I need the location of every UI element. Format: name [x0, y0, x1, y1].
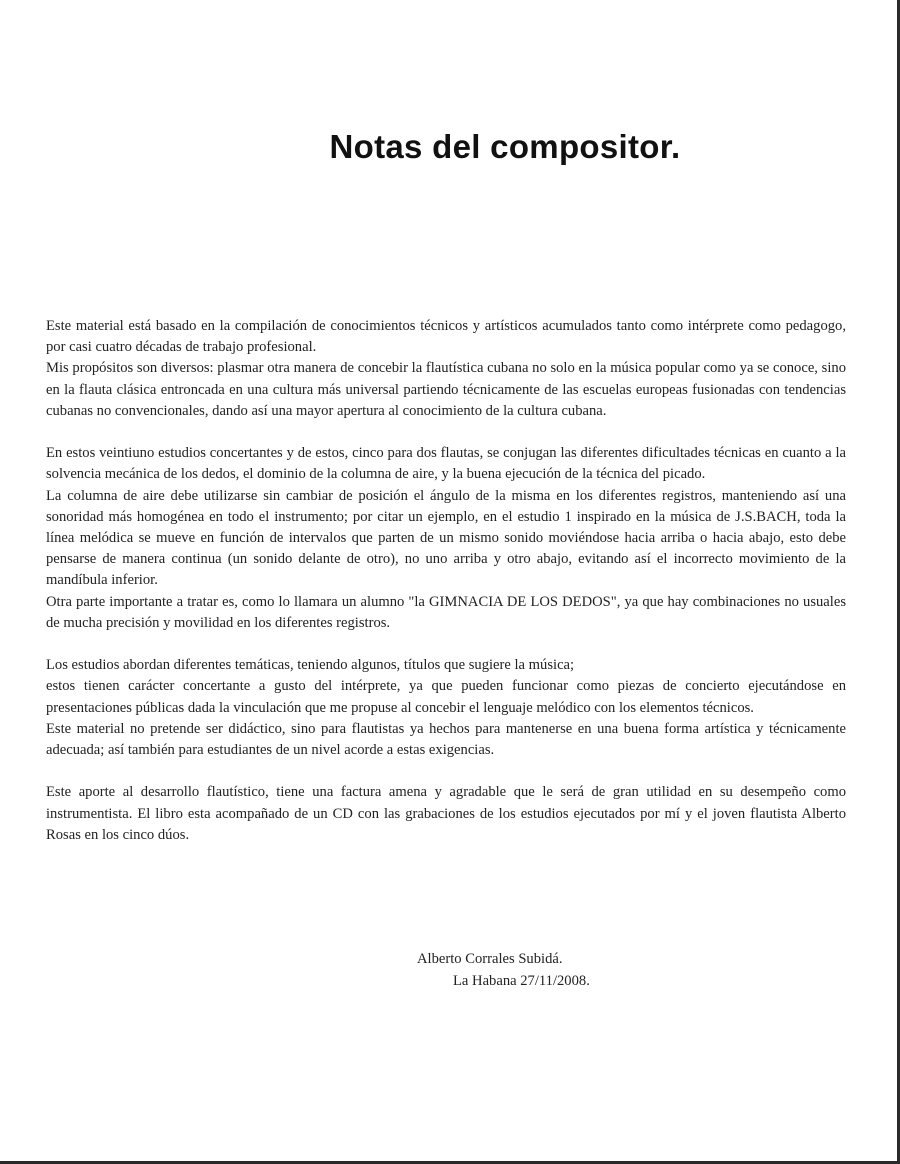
- paragraph: En estos veintiuno estudios concertantes y de estos, cinco para dos flautas, se conjugan las diferentes dificultades técnicas en cuanto a la solvencia mecánica de los dedos, el dominio de la columna de aire, y la buena ejecución de la técnica del picado.: [46, 445, 846, 483]
- paragraph: Otra parte importante a tratar es, como lo llamara un alumno "la GIMNACIA DE LOS DEDOS", ya que hay combinaciones no usuales de mucha precisión y movilidad en los diferentes registros.: [46, 593, 846, 631]
- paragraph: La columna de aire debe utilizarse sin cambiar de posición el ángulo de la misma en los diferentes registros, manteniendo así una sonoridad más homogénea en todo el instrumento; por citar un ejemplo, en el estudio 1 inspirado en la música de J.S.BACH, toda la línea melódica se mueve en función de intervalos que parten de un mismo sonido moviéndose hacia arriba o hacia abajo, esto debe pensarse de manera continua (un sonido delante de otro), no uno arriba y otro abajo, evitando así el incorrecto movimiento de la mandíbula inferior.: [46, 487, 846, 589]
- paragraph: Este material está basado en la compilación de conocimientos técnicos y artísticos acumulados tanto como intérprete como pedagogo, por casi cuatro décadas de trabajo profesional.: [46, 318, 846, 356]
- paragraph: Los estudios abordan diferentes temáticas, teniendo algunos, títulos que sugiere la música;: [46, 657, 575, 674]
- paragraph: Mis propósitos son diversos: plasmar otra manera de concebir la flautística cubana no solo en la música popular como ya se conoce, sino en la flauta clásica entroncada en una cultura más universal partiendo técnicamente de las escuelas europeas fusionadas con tendencias cubanas no convencionales, dando así una mayor apertura al conocimiento de la cultura cubana.: [46, 360, 846, 419]
- signature-block: [417, 949, 590, 992]
- page-title: Notas del compositor.: [329, 128, 681, 165]
- author-name: Alberto Corrales Subidá.: [417, 951, 563, 967]
- paragraph: Este material no pretende ser didáctico, sino para flautistas ya hechos para mantenerse en una buena forma artística y técnicamente adecuada; así también para estudiantes de un nivel acorde a estas exigencias.: [46, 720, 846, 759]
- body-text: [46, 316, 846, 846]
- paragraph: estos tienen carácter concertante a gusto del intérprete, ya que pueden funcionar como piezas de concierto ejecutándose en presentaciones públicas dada la vinculación que me propuse al concebir el lenguaje melódico con los elementos técnicos.: [46, 678, 846, 716]
- paragraph: Este aporte al desarrollo flautístico, tiene una factura amena y agradable que le será de gran utilidad en su desempeño como instrumentista. El libro esta acompañado de un CD con las grabaciones de los estudios ejecutados por mí y el joven flautista Alberto Rosas en los cinco dúos.: [46, 784, 846, 843]
- place-date: La Habana 27/11/2008.: [453, 972, 590, 989]
